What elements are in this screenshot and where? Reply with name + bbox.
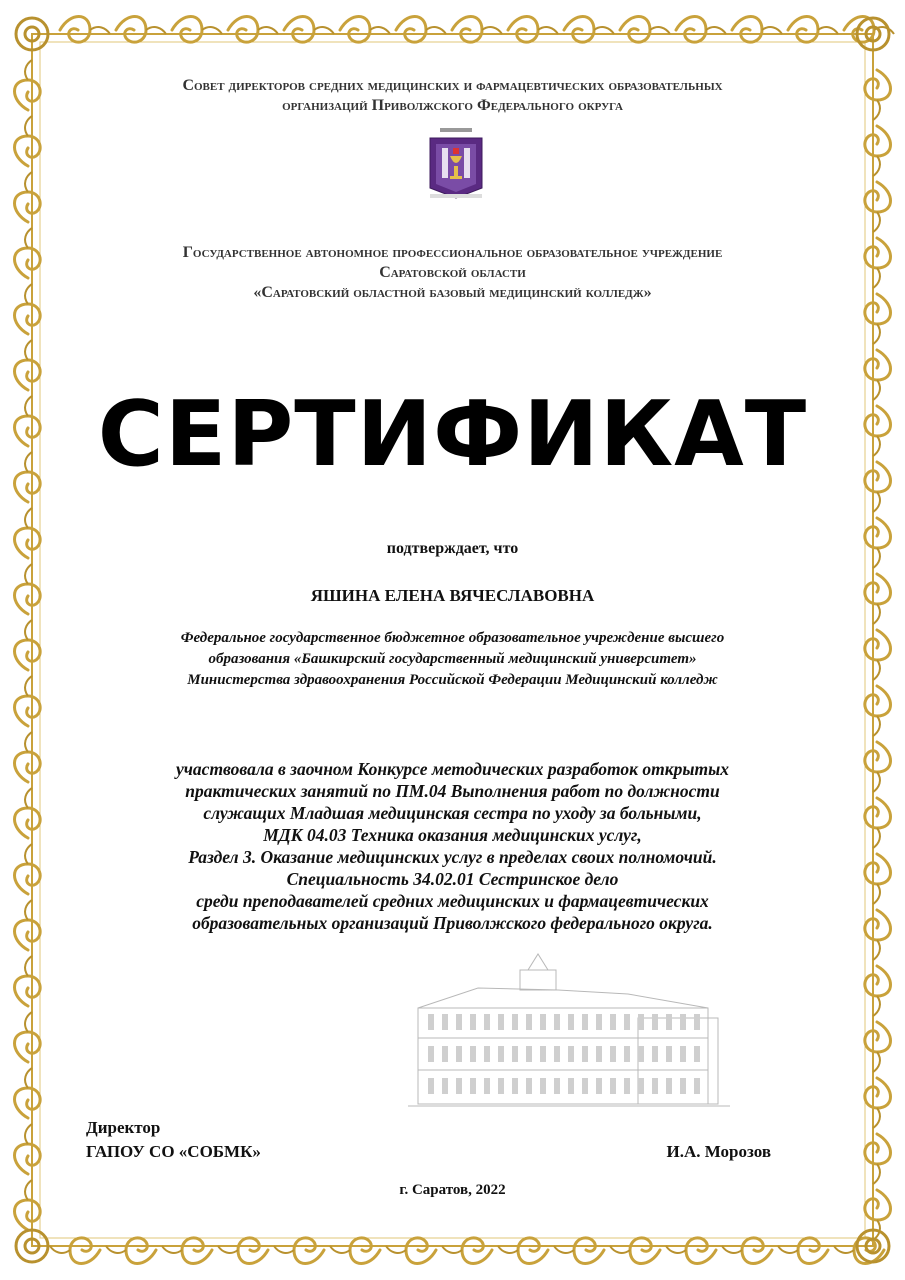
building-window	[456, 1046, 462, 1062]
frame-curl-ornament	[15, 228, 41, 278]
building-window	[512, 1014, 518, 1030]
building-window	[652, 1014, 658, 1030]
participation-line: образовательных организаций Приволжского федерального округа.	[192, 913, 713, 933]
building-window	[428, 1014, 434, 1030]
institution-line: Министерства здравоохранения Российской Федерации Медицинский колледж	[187, 672, 718, 688]
college-emblem-icon	[424, 126, 488, 200]
signer-name: И.А. Морозов	[666, 1142, 771, 1161]
building-window	[610, 1014, 616, 1030]
building-window	[596, 1078, 602, 1094]
corner-ornament-top-right	[857, 18, 889, 50]
building-window	[610, 1046, 616, 1062]
frame-curl-ornament	[865, 182, 891, 232]
frame-curl-ornament	[865, 966, 891, 1016]
frame-curl-ornament	[610, 1238, 660, 1264]
building-window	[442, 1014, 448, 1030]
college-line-3: «Саратовский областной базовый медицинский колледж»	[253, 284, 652, 301]
building-window	[456, 1078, 462, 1094]
frame-curl-ornament	[442, 1238, 492, 1264]
building-window	[428, 1046, 434, 1062]
corner-ornament-bottom-left	[16, 1230, 48, 1262]
frame-curl-ornament	[15, 1012, 41, 1062]
participation-line: участвовала в заочном Конкурсе методических разработок открытых	[175, 759, 730, 779]
frame-curl-ornament	[116, 17, 166, 43]
frame-curl-ornament	[15, 284, 41, 334]
building-window	[526, 1078, 532, 1094]
building-window	[512, 1046, 518, 1062]
frame-curl-ornament	[722, 1238, 772, 1264]
council-line-1: Совет директоров средних медицинских и фармацевтических образовательных	[182, 77, 723, 94]
building-window	[554, 1046, 560, 1062]
frame-curl-ornament	[844, 17, 894, 43]
participation-line: Специальность 34.02.01 Сестринское дело	[286, 869, 619, 889]
frame-curl-ornament	[508, 17, 558, 43]
frame-curl-ornament	[15, 60, 41, 110]
building-window	[484, 1014, 490, 1030]
building-window	[666, 1046, 672, 1062]
building-window	[680, 1014, 686, 1030]
building-window	[498, 1014, 504, 1030]
frame-curl-ornament	[15, 900, 41, 950]
frame-curl-ornament	[554, 1238, 604, 1264]
building-window	[484, 1078, 490, 1094]
building-window	[694, 1014, 700, 1030]
building-window	[540, 1014, 546, 1030]
building-window	[638, 1014, 644, 1030]
building-window	[680, 1046, 686, 1062]
frame-curl-ornament	[284, 17, 334, 43]
confirms-text: подтверждает, что	[386, 540, 519, 557]
frame-curl-ornament	[732, 17, 782, 43]
director-organization: ГАПОУ СО «СОБМК»	[86, 1142, 261, 1161]
building-window	[442, 1078, 448, 1094]
building-window	[582, 1078, 588, 1094]
building-window	[624, 1078, 630, 1094]
frame-curl-ornament	[15, 116, 41, 166]
frame-curl-ornament	[865, 910, 891, 960]
building-window	[428, 1078, 434, 1094]
institution-line: Федеральное государственное бюджетное образовательное учреждение высшего	[180, 630, 725, 646]
frame-curl-ornament	[15, 788, 41, 838]
building-window	[540, 1078, 546, 1094]
college-line-1: Государственное автономное профессиональное образовательное учреждение	[182, 244, 723, 261]
building-window	[526, 1046, 532, 1062]
building-window	[638, 1046, 644, 1062]
frame-curl-ornament	[15, 172, 41, 222]
building-window	[666, 1014, 672, 1030]
frame-curl-ornament	[228, 17, 278, 43]
building-window	[610, 1078, 616, 1094]
council-line-2: организаций Приволжского Федерального округа	[282, 97, 623, 114]
building-window	[554, 1014, 560, 1030]
building-window	[456, 1014, 462, 1030]
frame-curl-ornament	[865, 1022, 891, 1072]
college-header	[60, 243, 845, 303]
frame-curl-ornament	[865, 798, 891, 848]
participation-text	[80, 758, 825, 934]
building-window	[442, 1046, 448, 1062]
frame-curl-ornament	[15, 844, 41, 894]
frame-curl-ornament	[330, 1238, 380, 1264]
frame-curl-ornament	[666, 1238, 716, 1264]
frame-curl-ornament	[396, 17, 446, 43]
frame-curl-ornament	[386, 1238, 436, 1264]
frame-curl-ornament	[788, 17, 838, 43]
frame-curl-ornament	[865, 126, 891, 176]
frame-curl-ornament	[865, 742, 891, 792]
frame-curl-ornament	[865, 686, 891, 736]
building-window	[470, 1078, 476, 1094]
building-window	[596, 1046, 602, 1062]
building-window	[484, 1046, 490, 1062]
frame-curl-ornament	[865, 1134, 891, 1184]
frame-curl-ornament	[340, 17, 390, 43]
frame-curl-ornament	[865, 854, 891, 904]
participation-line: среди преподавателей средних медицинских и фармацевтических	[196, 891, 709, 911]
building-window	[568, 1046, 574, 1062]
building-window	[470, 1014, 476, 1030]
building-window	[470, 1046, 476, 1062]
building-window	[582, 1046, 588, 1062]
frame-curl-ornament	[50, 1238, 100, 1264]
college-building-watermark	[408, 948, 730, 1116]
building-window	[624, 1014, 630, 1030]
building-window	[582, 1014, 588, 1030]
frame-curl-ornament	[218, 1238, 268, 1264]
building-window	[680, 1078, 686, 1094]
participation-line: Раздел 3. Оказание медицинских услуг в пределах своих полномочий.	[188, 847, 717, 867]
building-window	[568, 1078, 574, 1094]
frame-curl-ornament	[106, 1238, 156, 1264]
building-window	[498, 1078, 504, 1094]
frame-curl-ornament	[865, 238, 891, 288]
building-window	[652, 1078, 658, 1094]
participation-line: практических занятий по ПМ.04 Выполнения работ по должности	[185, 781, 720, 801]
building-window	[694, 1046, 700, 1062]
frame-curl-ornament	[865, 70, 891, 120]
building-window	[638, 1078, 644, 1094]
building-window	[596, 1014, 602, 1030]
building-window	[568, 1014, 574, 1030]
institution-line: образования «Башкирский государственный медицинский университет»	[208, 651, 697, 667]
frame-curl-ornament	[162, 1238, 212, 1264]
frame-curl-ornament	[564, 17, 614, 43]
recipient-name: ЯШИНА ЕЛЕНА ВЯЧЕСЛАВОВНА	[310, 586, 595, 605]
participation-line: служащих Младшая медицинская сестра по уходу за больными,	[203, 803, 702, 823]
frame-curl-ornament	[172, 17, 222, 43]
certificate-title: СЕРТИФИКАТ	[97, 382, 808, 487]
building-window	[652, 1046, 658, 1062]
frame-curl-ornament	[15, 620, 41, 670]
council-header	[60, 76, 845, 116]
frame-curl-ornament	[452, 17, 502, 43]
frame-curl-ornament	[865, 630, 891, 680]
building-window	[498, 1046, 504, 1062]
place-date: г. Саратов, 2022	[399, 1182, 506, 1198]
corner-ornament-bottom-right	[857, 1230, 889, 1262]
building-window	[512, 1078, 518, 1094]
building-window	[624, 1046, 630, 1062]
frame-curl-ornament	[778, 1238, 828, 1264]
recipient-institution	[80, 628, 825, 691]
participation-line: МДК 04.03 Техника оказания медицинских услуг,	[263, 825, 642, 845]
frame-curl-ornament	[498, 1238, 548, 1264]
frame-curl-ornament	[15, 1068, 41, 1118]
frame-curl-ornament	[620, 17, 670, 43]
building-window	[694, 1078, 700, 1094]
building-window	[540, 1046, 546, 1062]
frame-curl-ornament	[865, 294, 891, 344]
frame-curl-ornament	[15, 676, 41, 726]
building-window	[526, 1014, 532, 1030]
director-title: Директор	[86, 1118, 161, 1137]
frame-curl-ornament	[834, 1238, 884, 1264]
college-line-2: Саратовской области	[379, 264, 526, 281]
frame-curl-ornament	[274, 1238, 324, 1264]
frame-curl-ornament	[865, 1078, 891, 1128]
frame-curl-ornament	[60, 17, 110, 43]
frame-curl-ornament	[15, 1124, 41, 1174]
frame-curl-ornament	[15, 732, 41, 782]
building-window	[666, 1078, 672, 1094]
frame-curl-ornament	[676, 17, 726, 43]
frame-curl-ornament	[15, 956, 41, 1006]
corner-ornament-top-left	[16, 18, 48, 50]
building-window	[554, 1078, 560, 1094]
director-signature-block	[86, 1116, 261, 1164]
